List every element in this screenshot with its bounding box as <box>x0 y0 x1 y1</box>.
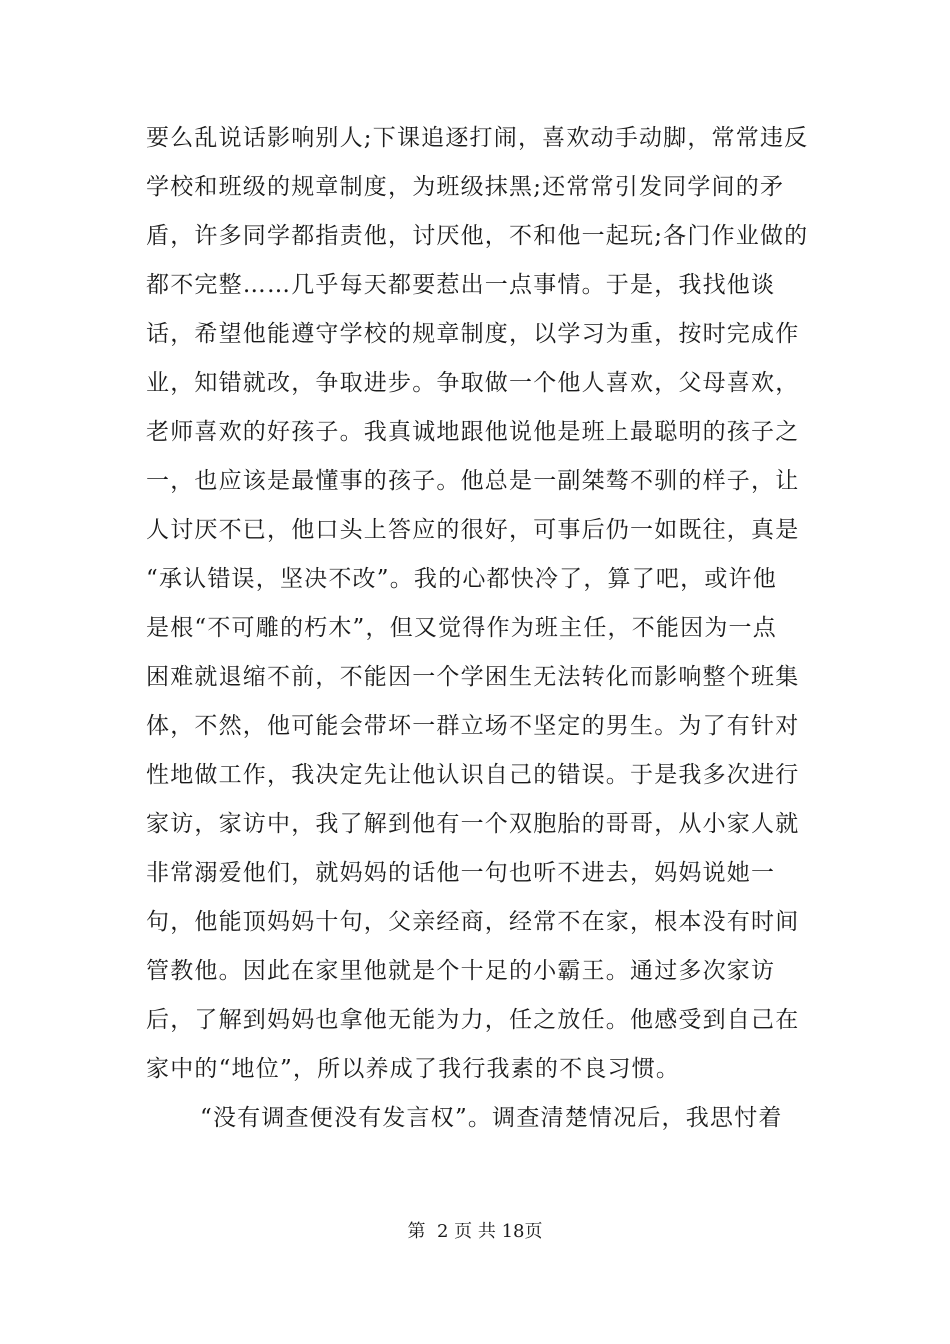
text-line-1: 要么乱说话影响别人;下课追逐打闹，喜欢动手动脚，常常违反 <box>146 125 809 151</box>
text-line-11: 是根“不可雕的朽木”，但又觉得作为班主任，不能因为一点 <box>146 615 777 641</box>
text-line-4: 都不完整……几乎每天都要惹出一点事情。于是，我找他谈 <box>146 272 776 298</box>
text-line-12: 困难就退缩不前，不能因一个学困生无法转化而影响整个班集 <box>146 664 800 690</box>
text-line-10: “承认错误，坚决不改”。我的心都快冷了，算了吧，或许他 <box>146 566 777 592</box>
body-text <box>146 114 816 1143</box>
paragraph-start-line: “没有调查便没有发言权”。调查清楚情况后，我思忖着 <box>200 1105 783 1131</box>
text-line-18: 管教他。因此在家里他就是个十足的小霸王。通过多次家访 <box>146 958 776 984</box>
text-line-3: 盾，许多同学都指责他，讨厌他，不和他一起玩;各门作业做的 <box>146 223 809 249</box>
text-line-16: 非常溺爱他们，就妈妈的话他一句也听不进去，妈妈说她一 <box>146 860 776 886</box>
text-line-14: 性地做工作，我决定先让他认识自己的错误。于是我多次进行 <box>146 762 800 788</box>
text-line-9: 人讨厌不已，他口头上答应的很好，可事后仍一如既往，真是 <box>146 517 800 543</box>
text-line-15: 家访，家访中，我了解到他有一个双胞胎的哥哥，从小家人就 <box>146 811 800 837</box>
text-line-20: 家中的“地位”，所以养成了我行我素的不良习惯。 <box>146 1056 681 1082</box>
text-line-17: 句，他能顶妈妈十句，父亲经商，经常不在家，根本没有时间 <box>146 909 800 935</box>
text-line-7: 老师喜欢的好孩子。我真诚地跟他说他是班上最聪明的孩子之 <box>146 419 800 445</box>
text-line-5: 话，希望他能遵守学校的规章制度，以学习为重，按时完成作 <box>146 321 800 347</box>
text-line-19: 后，了解到妈妈也拿他无能为力，任之放任。他感受到自己在 <box>146 1007 800 1033</box>
text-line-6: 业，知错就改，争取进步。争取做一个他人喜欢，父母喜欢， <box>146 370 800 396</box>
text-line-8: 一，也应该是最懂事的孩子。他总是一副桀骜不驯的样子，让 <box>146 468 800 494</box>
page-footer: 第 2 页 共 18页 <box>407 1221 543 1242</box>
text-line-13: 体，不然，他可能会带坏一群立场不坚定的男生。为了有针对 <box>146 713 800 739</box>
text-line-2: 学校和班级的规章制度，为班级抹黑;还常常引发同学间的矛 <box>146 174 785 200</box>
